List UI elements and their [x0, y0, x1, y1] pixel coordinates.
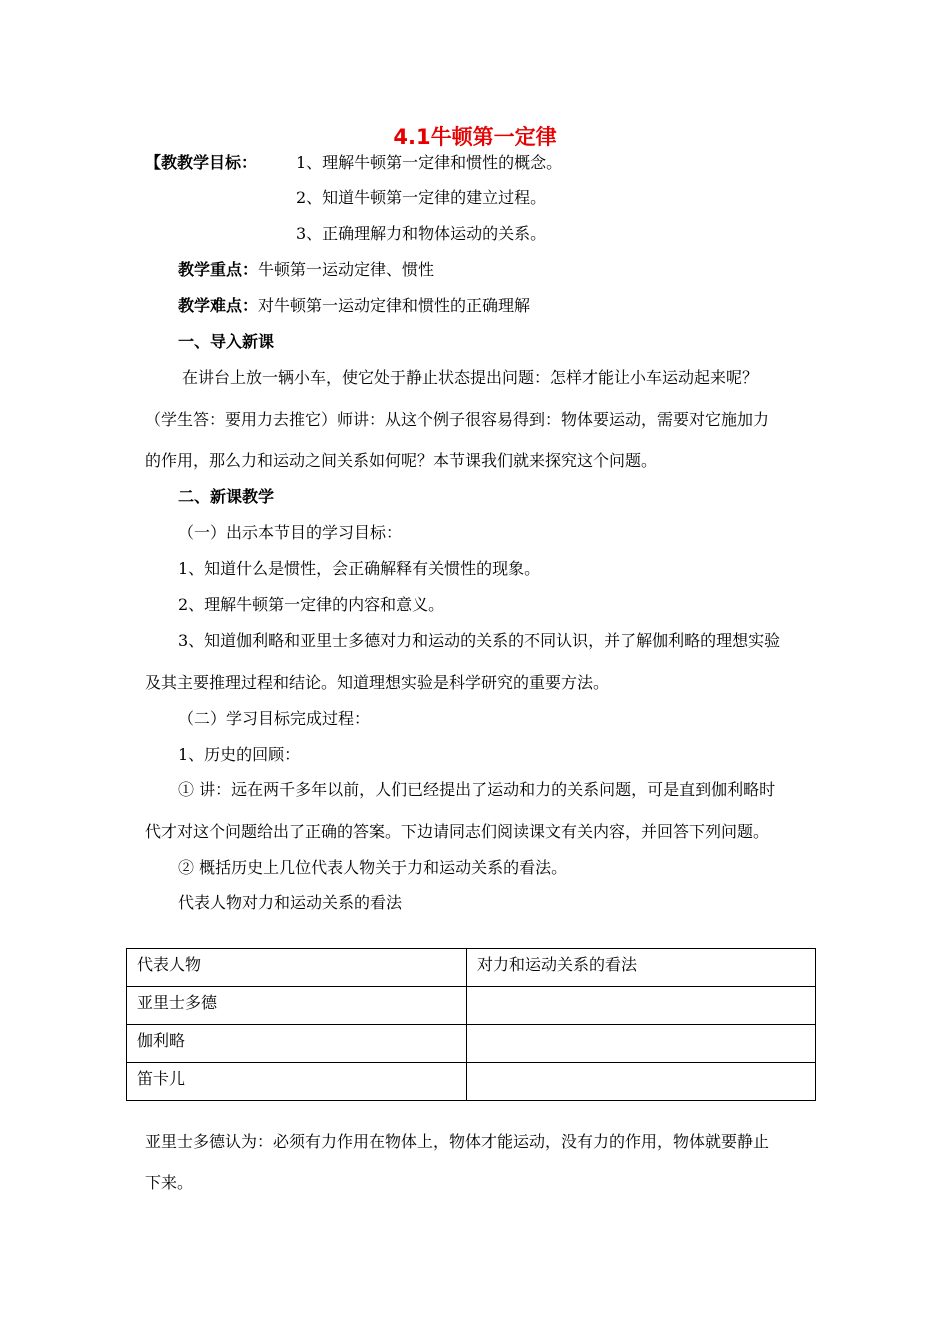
objective-item: 2、知道牛顿第一定律的建立过程。 [296, 188, 547, 207]
summary-line: ② 概括历史上几位代表人物关于力和运动关系的看法。 [178, 858, 568, 877]
teaching-difficulty [178, 296, 530, 316]
table-cell [467, 1025, 816, 1063]
section1-heading: 一、导入新课 [178, 332, 275, 351]
table-cell [467, 987, 816, 1025]
table-row [127, 1025, 816, 1063]
history-heading: 1、历史的回顾： [178, 745, 301, 764]
goal-item: 3、知道伽利略和亚里士多德对力和运动的关系的不同认识，并了解伽利略的理想实验 [178, 631, 781, 650]
table-header-row [127, 949, 816, 987]
table-cell: 亚里士多德 [127, 987, 467, 1025]
table-caption: 代表人物对力和运动关系的看法 [178, 893, 403, 912]
page-title: 4.1牛顿第一定律 [393, 125, 557, 149]
paragraph-line: 的作用，那么力和运动之间关系如何呢？本节课我们就来探究这个问题。 [145, 451, 658, 470]
views-table [126, 948, 816, 1101]
table-header-cell: 代表人物 [127, 949, 467, 987]
table-cell: 伽利略 [127, 1025, 467, 1063]
goal-item: 及其主要推理过程和结论。知道理想实验是科学研究的重要方法。 [145, 673, 610, 692]
lecture-line: ① 讲：远在两千多年以前，人们已经提出了运动和力的关系问题，可是直到伽利略时 [178, 780, 776, 799]
objectives-label: 【教教学目标： [145, 153, 258, 172]
table-row [127, 1063, 816, 1101]
objective-item: 1、理解牛顿第一定律和惯性的概念。 [296, 153, 563, 172]
lecture-line: 代才对这个问题给出了正确的答案。下边请同志们阅读课文有关内容，并回答下列问题。 [145, 822, 770, 841]
teaching-focus-label: 教学重点： [178, 260, 259, 279]
subheading: （一）出示本节目的学习目标： [178, 523, 403, 542]
section2-heading: 二、新课教学 [178, 487, 275, 506]
table-cell: 笛卡儿 [127, 1063, 467, 1101]
table-row [127, 987, 816, 1025]
teaching-difficulty-label: 教学难点： [178, 296, 259, 315]
goal-item: 2、理解牛顿第一定律的内容和意义。 [178, 595, 445, 614]
teaching-difficulty-text: 对牛顿第一运动定律和惯性的正确理解 [258, 296, 531, 315]
objective-item: 3、正确理解力和物体运动的关系。 [296, 224, 547, 243]
aristotle-line: 亚里士多德认为：必须有力作用在物体上，物体才能运动，没有力的作用，物体就要静止 [145, 1132, 770, 1151]
teaching-focus-text: 牛顿第一运动定律、惯性 [258, 260, 435, 279]
teaching-focus [178, 260, 434, 280]
table-header-cell: 对力和运动关系的看法 [467, 949, 816, 987]
paragraph-line: 在讲台上放一辆小车，使它处于静止状态提出问题：怎样才能让小车运动起来呢？ [182, 368, 759, 387]
goal-item: 1、知道什么是惯性，会正确解释有关惯性的现象。 [178, 559, 541, 578]
subheading: （二）学习目标完成过程： [178, 709, 371, 728]
aristotle-line: 下来。 [145, 1173, 194, 1192]
paragraph-line: （学生答：要用力去推它）师讲：从这个例子很容易得到：物体要运动，需要对它施加力 [145, 410, 770, 429]
table-cell [467, 1063, 816, 1101]
